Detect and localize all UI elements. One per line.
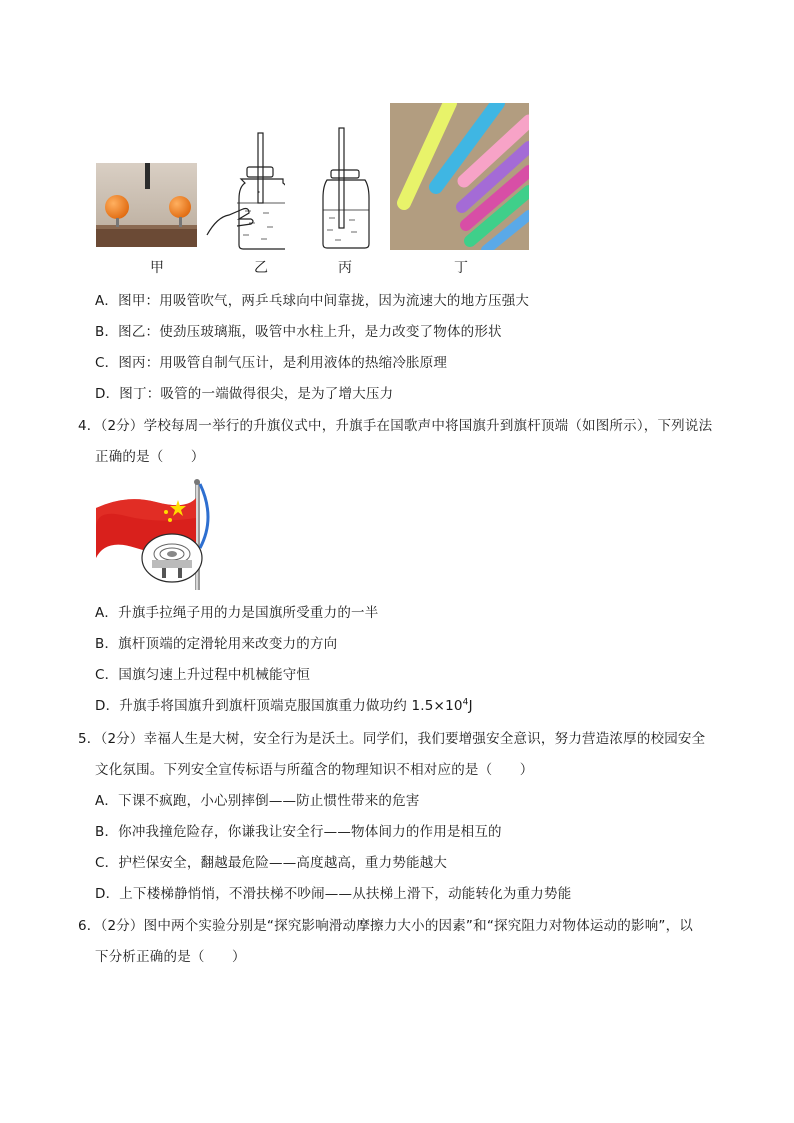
figure-jia-ping-pong-balls [96, 163, 197, 247]
q5-option-b: B．你冲我撞危险存，你谦我让安全行——物体间力的作用是相互的 [95, 824, 502, 840]
caption-ding: 丁 [454, 260, 468, 276]
caption-yi: 乙 [254, 260, 268, 276]
q4-option-c: C．国旗匀速上升过程中机械能守恒 [95, 667, 311, 683]
q5-option-a: A．下课不疯跑，小心别摔倒——防止惯性带来的危害 [95, 793, 420, 809]
q4-option-d-exponent: 4 [462, 697, 469, 708]
q4-stem-line2: 正确的是（ ） [95, 449, 205, 465]
q5-option-d: D．上下楼梯静悄悄，不滑扶梯不吵闹——从扶梯上滑下，动能转化为重力势能 [95, 886, 572, 902]
q5-stem-line2: 文化氛围。下列安全宣传标语与所蕴含的物理知识不相对应的是（ ） [95, 762, 534, 778]
q4-stem-line1: 4．（2分）学校每周一举行的升旗仪式中，升旗手在国歌声中将国旗升到旗杆顶端（如图所示），下列说法 [78, 418, 713, 434]
q4-option-d [95, 694, 473, 714]
q4-option-a: A．升旗手拉绳子用的力是国旗所受重力的一半 [95, 605, 379, 621]
q4-option-d-unit: J [468, 698, 473, 714]
q4-option-b: B．旗杆顶端的定滑轮用来改变力的方向 [95, 636, 338, 652]
figure-flag-pulley [96, 478, 216, 590]
q5-option-c: C．护栏保安全，翻越最危险——高度越高，重力势能越大 [95, 855, 448, 871]
figure-ding-colored-straws [390, 103, 529, 250]
figure-bing-barometer-bottle [319, 126, 373, 250]
q6-stem-line2: 下分析正确的是（ ） [95, 949, 246, 965]
q5-stem-line1: 5．（2分）幸福人生是大树，安全行为是沃土。同学们，我们要增强安全意识，努力营造浓厚的校园安全 [78, 731, 706, 747]
figure-yi-squeezed-bottle [205, 131, 285, 253]
q3-option-d: D．图丁：吸管的一端做得很尖，是为了增大压力 [95, 386, 394, 402]
q3-option-a: A．图甲：用吸管吹气，两乒乓球向中间靠拢，因为流速大的地方压强大 [95, 293, 530, 309]
q4-option-d-text: D．升旗手将国旗升到旗杆顶端克服国旗重力做功约 1.5×10 [95, 698, 463, 714]
q3-option-b: B．图乙：使劲压玻璃瓶，吸管中水柱上升，是力改变了物体的形状 [95, 324, 502, 340]
caption-jia: 甲 [150, 260, 164, 276]
caption-bing: 丙 [338, 260, 352, 276]
q3-option-c: C．图丙：用吸管自制气压计，是利用液体的热缩冷胀原理 [95, 355, 448, 371]
q6-stem-line1: 6．（2分）图中两个实验分别是“探究影响滑动摩擦力大小的因素”和“探究阻力对物体运动的影响”，以 [78, 918, 694, 934]
